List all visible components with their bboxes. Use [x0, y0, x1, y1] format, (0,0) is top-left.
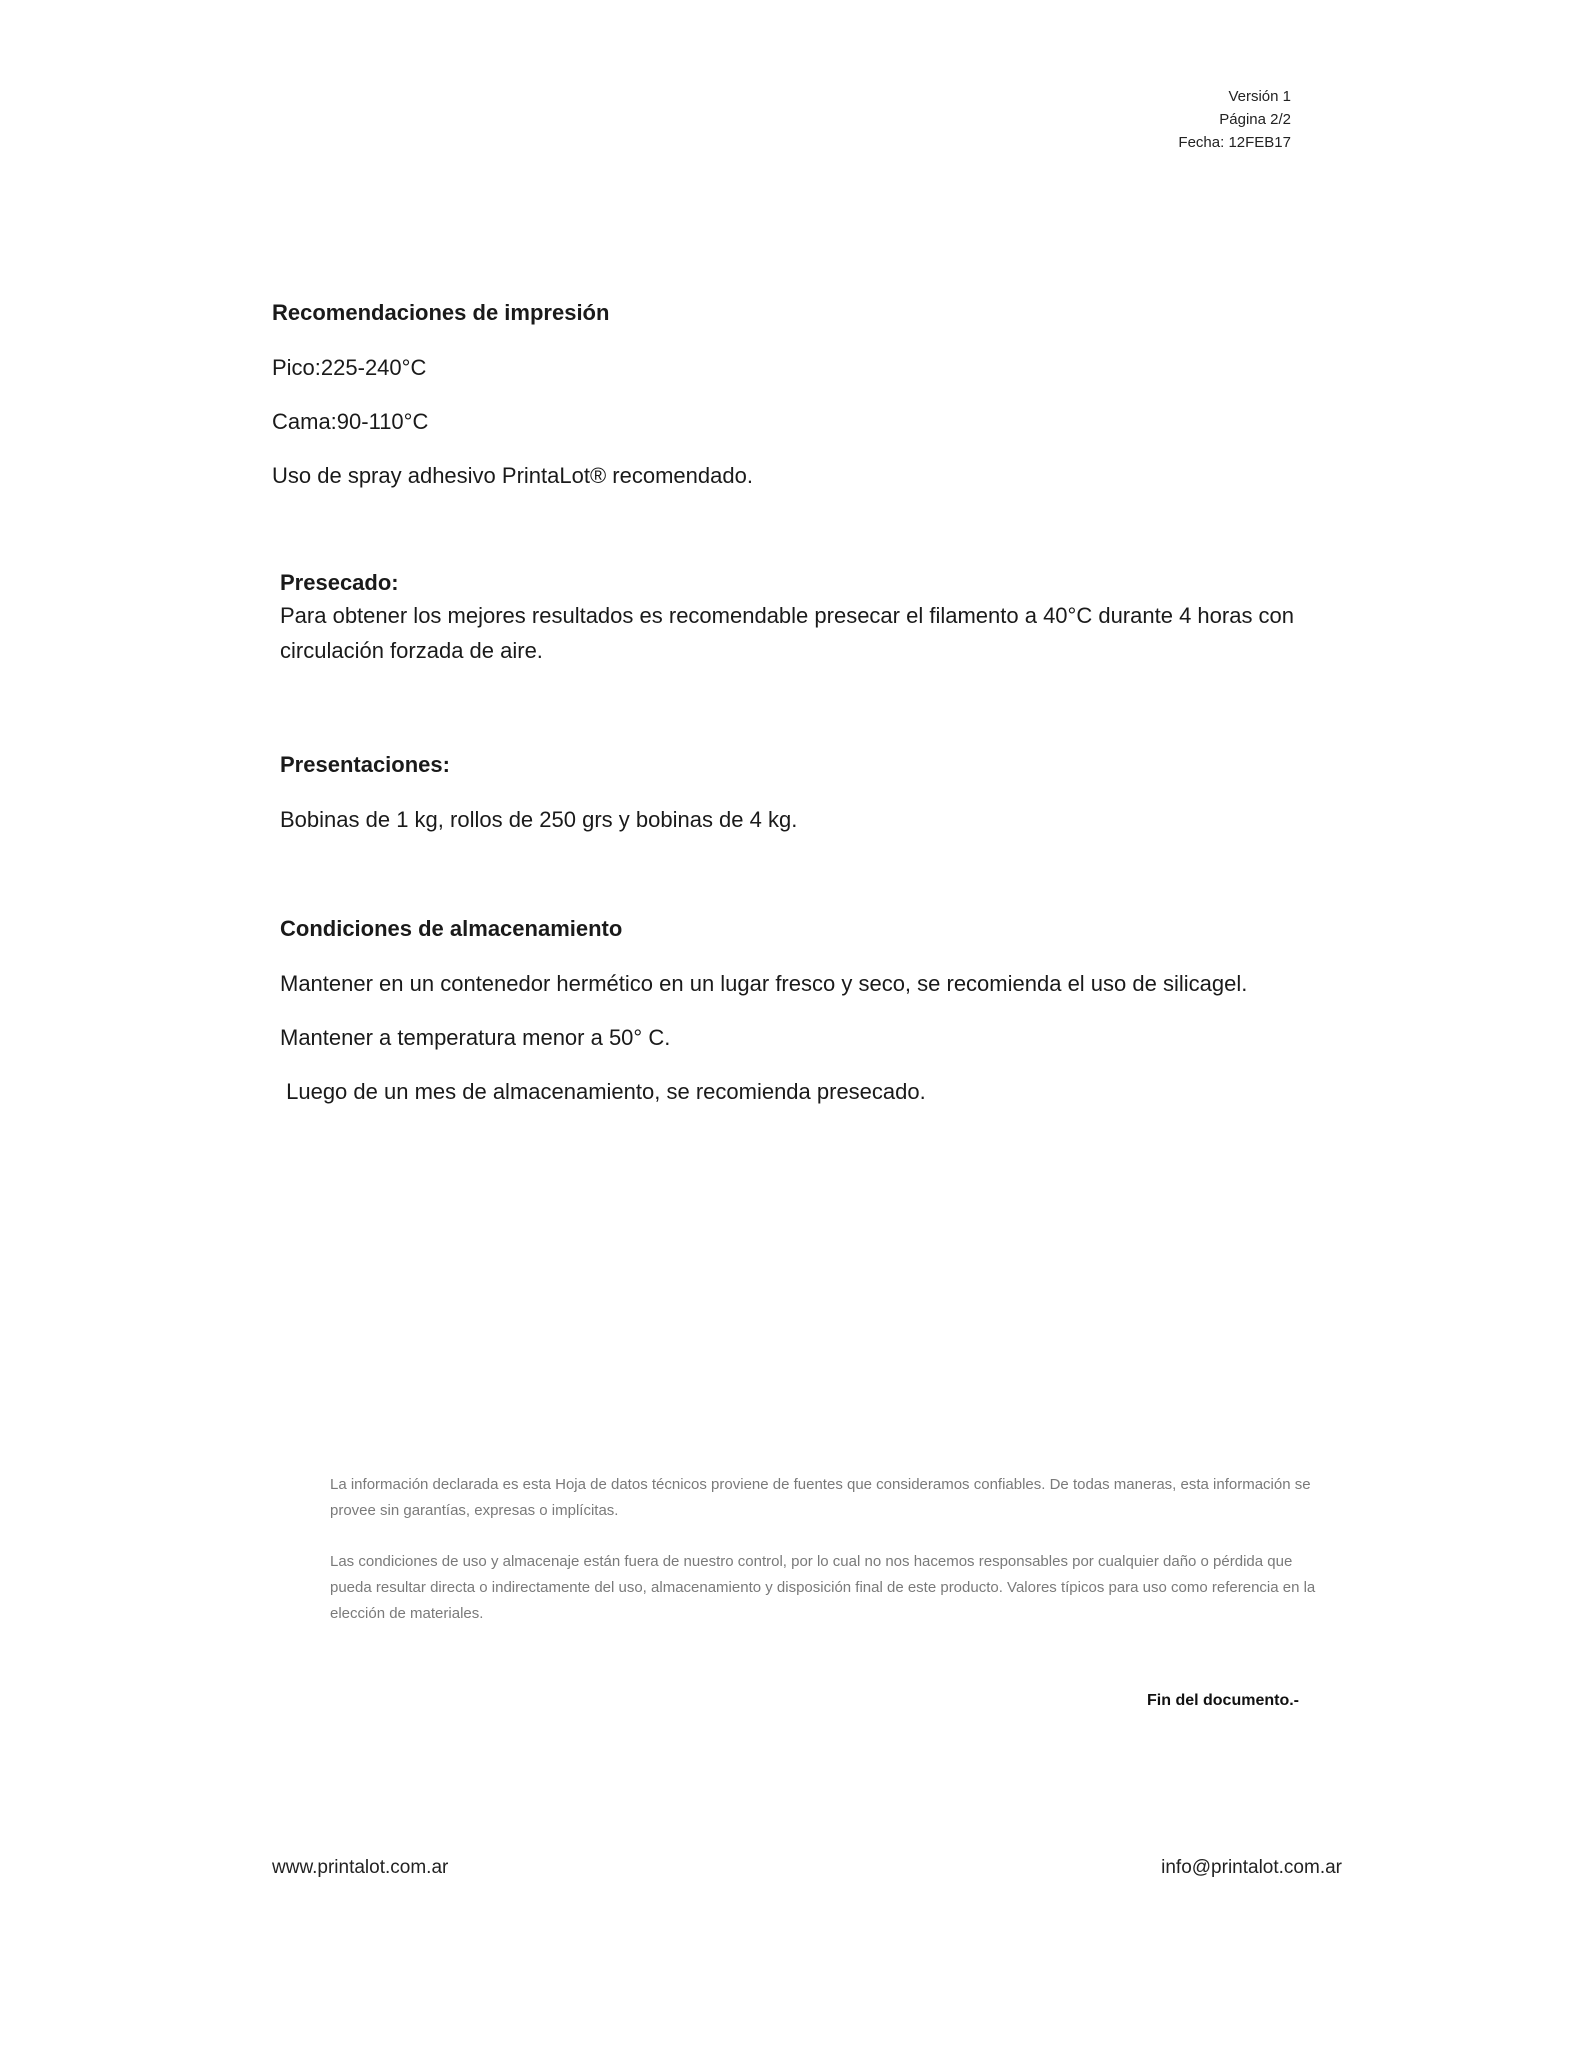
footer-email[interactable]: info@printalot.com.ar [1161, 1857, 1342, 1878]
storage-line-temperature: Mantener a temperatura menor a 50° C. [280, 1025, 671, 1050]
presentations-text: Bobinas de 1 kg, rollos de 250 grs y bobinas de 4 kg. [280, 807, 798, 832]
storage-line-container: Mantener en un contenedor hermético en un lugar fresco y seco, se recomienda el uso de silicagel. [280, 971, 1248, 996]
document-header [1178, 85, 1291, 154]
print-recommendations-section [272, 298, 1302, 493]
bed-temperature: Cama:90-110°C [272, 409, 429, 434]
document-date: Fecha: 12FEB17 [1178, 134, 1291, 151]
page-number: Página 2/2 [1219, 111, 1291, 128]
presentations-section [280, 750, 1310, 837]
adhesive-recommendation: Uso de spray adhesivo PrintaLot® recomendado. [272, 463, 753, 488]
storage-title: Condiciones de almacenamiento [280, 916, 623, 941]
nozzle-temperature: Pico:225-240°C [272, 355, 427, 380]
presentations-title: Presentaciones: [280, 752, 450, 777]
predrying-title: Presecado: [280, 570, 399, 595]
predrying-text: Para obtener los mejores resultados es recomendable presecar el filamento a 40°C durante 4 horas con circulación forzada de aire. [280, 603, 1295, 663]
predrying-section [280, 568, 1310, 668]
end-of-document: Fin del documento.- [1147, 1692, 1299, 1709]
disclaimer-paragraph-2: Las condiciones de uso y almacenaje están fuera de nuestro control, por lo cual no nos hacemos responsables por cualquier daño o pérdida que pueda resultar directa o indirectamente del uso, almacenamiento y disposición final de este producto. Valores típicos para uso como referencia en la elección de materiales. [330, 1553, 1316, 1622]
print-recommendations-title: Recomendaciones de impresión [272, 300, 610, 325]
disclaimer-paragraph-1: La información declarada es esta Hoja de datos técnicos proviene de fuentes que consideramos confiables. De todas maneras, esta información se provee sin garantías, expresas o implícitas. [330, 1476, 1311, 1519]
footer-website[interactable]: www.printalot.com.ar [272, 1857, 449, 1878]
storage-section [280, 914, 1310, 1109]
storage-line-predrying: Luego de un mes de almacenamiento, se recomienda presecado. [280, 1079, 926, 1104]
version-label: Versión 1 [1228, 88, 1291, 105]
disclaimer [330, 1472, 1330, 1627]
